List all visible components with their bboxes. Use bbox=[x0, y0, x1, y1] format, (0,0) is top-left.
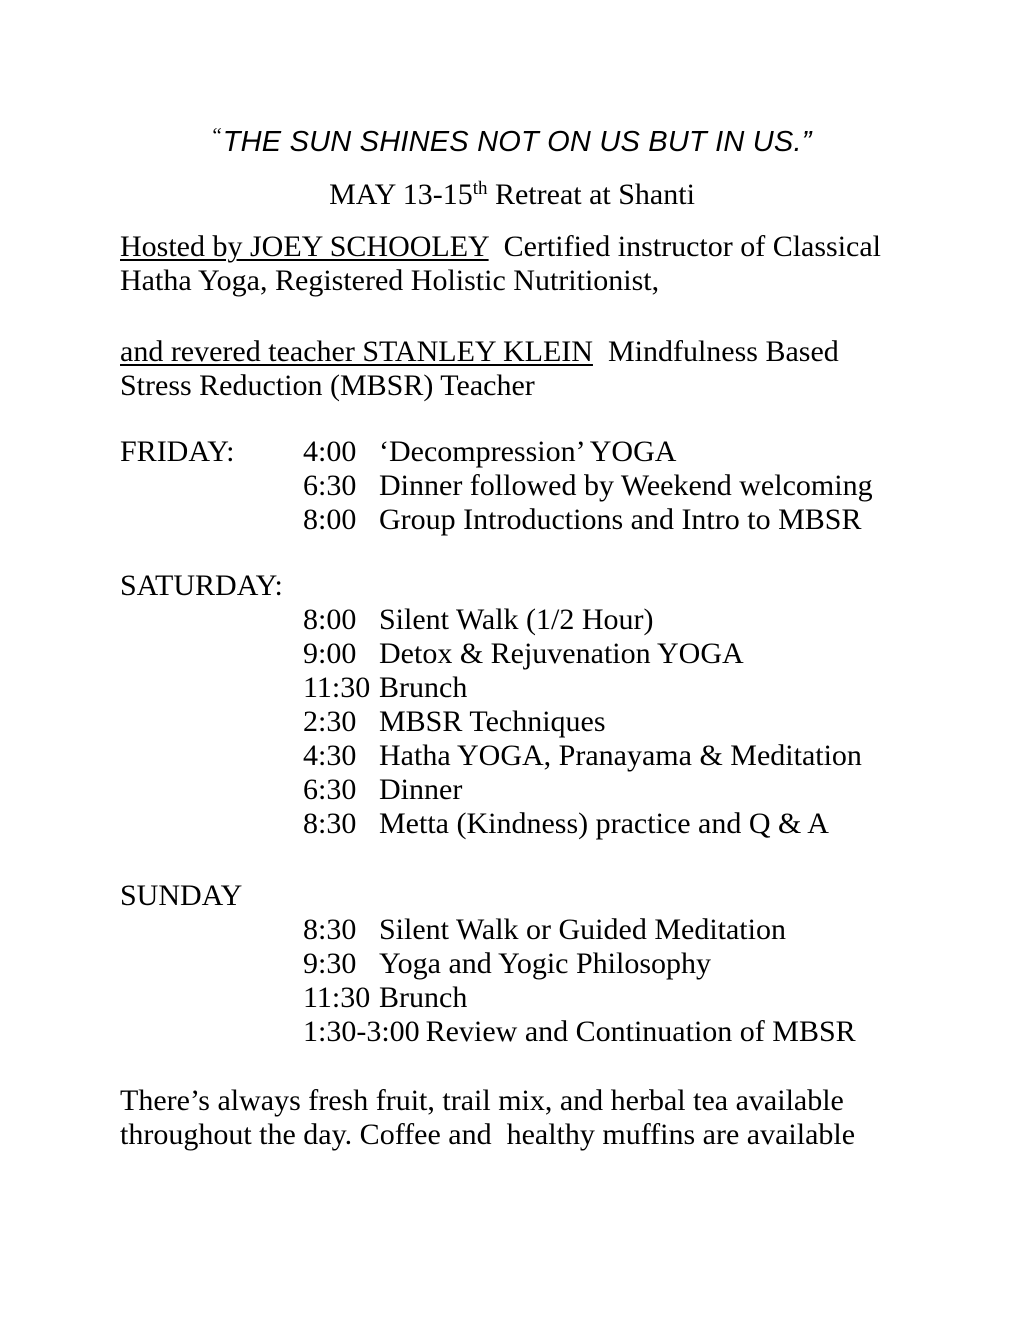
schedule-row bbox=[120, 435, 904, 469]
schedule-row bbox=[120, 913, 904, 947]
time-label: 9:00 bbox=[303, 637, 357, 670]
time-label: 9:30 bbox=[303, 947, 357, 980]
host-paragraph-1 bbox=[120, 230, 904, 298]
activity-label: Review and Continuation of MBSR bbox=[425, 1015, 856, 1048]
footer-line-2: throughout the day. Coffee and healthy muffins are available bbox=[120, 1118, 856, 1151]
activity-label: ‘Decompression’ YOGA bbox=[379, 435, 677, 468]
schedule-section-saturday bbox=[120, 569, 904, 841]
day-label-saturday: SATURDAY: bbox=[120, 569, 283, 602]
day-label-friday: FRIDAY: bbox=[120, 435, 235, 468]
footer-note bbox=[120, 1084, 904, 1152]
opening-quote-mark: “ bbox=[212, 123, 223, 147]
activity-label: Hatha YOGA, Pranayama & Meditation bbox=[379, 739, 862, 772]
subtitle-prefix: MAY 13-15 bbox=[329, 178, 473, 211]
subtitle-ordinal: th bbox=[472, 178, 488, 199]
schedule-section-friday bbox=[120, 435, 904, 537]
document-content bbox=[120, 118, 904, 1152]
schedule-row bbox=[120, 739, 904, 773]
schedule-row bbox=[120, 603, 904, 637]
time-label: 8:00 bbox=[303, 503, 357, 536]
schedule-row bbox=[120, 503, 904, 537]
schedule-row bbox=[120, 671, 904, 705]
activity-label: Group Introductions and Intro to MBSR bbox=[379, 503, 862, 536]
time-label: 6:30 bbox=[303, 773, 357, 806]
activity-label: Silent Walk or Guided Meditation bbox=[379, 913, 786, 946]
activity-label: Yoga and Yogic Philosophy bbox=[379, 947, 712, 980]
host-paragraph-2 bbox=[120, 335, 904, 403]
host-1-name: Hosted by JOEY SCHOOLEY bbox=[120, 230, 489, 263]
time-label: 8:00 bbox=[303, 603, 357, 636]
activity-label: Brunch bbox=[379, 981, 468, 1014]
time-label: 4:00 bbox=[303, 435, 357, 468]
time-label: 11:30 bbox=[303, 671, 371, 704]
host-2-name: and revered teacher STANLEY KLEIN bbox=[120, 335, 593, 368]
time-label: 2:30 bbox=[303, 705, 357, 738]
time-label: 6:30 bbox=[303, 469, 357, 502]
activity-label: MBSR Techniques bbox=[379, 705, 606, 738]
host-1-credentials-line2: Hatha Yoga, Registered Holistic Nutritionist, bbox=[120, 264, 660, 297]
schedule-section-sunday bbox=[120, 879, 904, 1049]
activity-label: Brunch bbox=[379, 671, 468, 704]
footer-line-1: There’s always fresh fruit, trail mix, and herbal tea available bbox=[120, 1084, 844, 1117]
schedule-row bbox=[120, 705, 904, 739]
activity-label: Silent Walk (1/2 Hour) bbox=[379, 603, 654, 636]
subtitle-suffix: Retreat at Shanti bbox=[487, 178, 695, 211]
subtitle bbox=[120, 178, 904, 212]
host-2-credentials-line2: Stress Reduction (MBSR) Teacher bbox=[120, 369, 535, 402]
day-label-sunday: SUNDAY bbox=[120, 879, 243, 912]
schedule-row bbox=[120, 773, 904, 807]
schedule-row bbox=[120, 637, 904, 671]
activity-label: Metta (Kindness) practice and Q & A bbox=[379, 807, 829, 840]
host-2-credentials: Mindfulness Based bbox=[592, 335, 839, 368]
time-label: 1:30-3:00 bbox=[303, 1015, 420, 1048]
schedule-row bbox=[120, 947, 904, 981]
quote-text: THE SUN SHINES NOT ON US BUT IN US.” bbox=[222, 126, 812, 158]
page-title bbox=[120, 118, 904, 159]
activity-label: Dinner followed by Weekend welcoming bbox=[379, 469, 873, 502]
schedule-row bbox=[120, 1015, 904, 1049]
schedule-row bbox=[120, 807, 904, 841]
host-1-credentials: Certified instructor of Classical bbox=[488, 230, 882, 263]
activity-label: Dinner bbox=[379, 773, 463, 806]
activity-label: Detox & Rejuvenation YOGA bbox=[379, 637, 744, 670]
time-label: 4:30 bbox=[303, 739, 357, 772]
schedule-row bbox=[120, 469, 904, 503]
time-label: 8:30 bbox=[303, 913, 357, 946]
time-label: 11:30 bbox=[303, 981, 371, 1014]
time-label: 8:30 bbox=[303, 807, 357, 840]
schedule-row bbox=[120, 981, 904, 1015]
